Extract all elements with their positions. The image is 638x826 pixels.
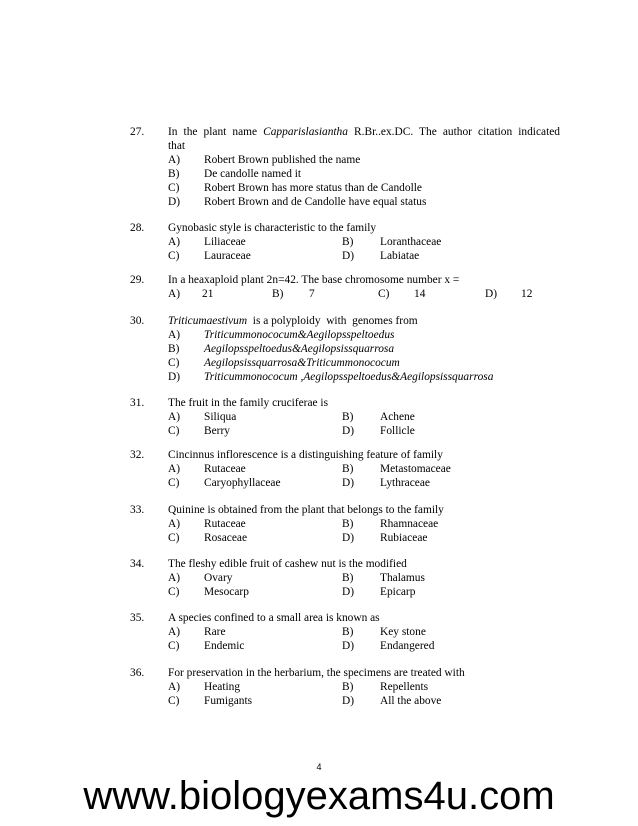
option-row <box>0 195 638 209</box>
option-text: Rosaceae <box>204 532 248 544</box>
option-text: Heating <box>204 681 241 693</box>
option-text: Endangered <box>380 640 435 652</box>
option-text: Ovary <box>204 572 233 584</box>
option-row <box>0 181 638 195</box>
option-text: Labiatae <box>380 250 420 262</box>
question-number: 33. <box>130 504 145 516</box>
option-label: C) <box>168 357 180 369</box>
option-row <box>0 342 638 356</box>
option-text: Metastomaceae <box>380 463 451 475</box>
option-label: B) <box>342 626 354 638</box>
option-label: B) <box>342 572 354 584</box>
option-label: C) <box>168 532 180 544</box>
option-label: C) <box>168 425 180 437</box>
question-number: 28. <box>130 222 145 234</box>
option-label: D) <box>342 425 355 437</box>
question-number: 36. <box>130 667 145 679</box>
option-label: D) <box>485 288 498 300</box>
option-label: B) <box>342 681 354 693</box>
option-label: D) <box>168 371 181 383</box>
option-text: Rare <box>204 626 226 638</box>
option-row <box>0 249 638 263</box>
question-stem: The fleshy edible fruit of cashew nut is the modified <box>168 558 407 570</box>
option-text: 14 <box>414 288 426 300</box>
question-stem: Cincinnus inflorescence is a distinguishing feature of family <box>168 449 443 461</box>
option-text: Achene <box>380 411 415 423</box>
option-text: Fumigants <box>204 695 253 707</box>
option-label: C) <box>168 695 180 707</box>
option-text: Aegilopsissquarrosa&Triticummonococum <box>204 357 400 369</box>
option-label: B) <box>272 288 284 300</box>
question-number: 29. <box>130 274 145 286</box>
option-row <box>0 571 638 585</box>
question-number: 34. <box>130 558 145 570</box>
option-text: Rhamnaceae <box>380 518 439 530</box>
option-text: Aegilopsspeltoedus&Aegilopsissquarrosa <box>204 343 395 355</box>
option-text: Loranthaceae <box>380 236 442 248</box>
question-number: 32. <box>130 449 145 461</box>
option-label: B) <box>168 343 180 355</box>
option-row <box>0 153 638 167</box>
option-row <box>0 287 638 301</box>
option-label: A) <box>168 681 181 693</box>
option-label: A) <box>168 154 181 166</box>
option-text: Key stone <box>380 626 426 638</box>
option-label: C) <box>378 288 390 300</box>
option-row <box>0 585 638 599</box>
option-label: A) <box>168 572 181 584</box>
option-label: D) <box>342 640 355 652</box>
question-number: 31. <box>130 397 145 409</box>
option-text: Lauraceae <box>204 250 251 262</box>
option-text: Epicarp <box>380 586 416 598</box>
option-label: A) <box>168 329 181 341</box>
option-label: D) <box>342 586 355 598</box>
option-text: Robert Brown and de Candolle have equal status <box>204 196 427 208</box>
question-stem-continued: that <box>168 140 186 152</box>
option-row <box>0 167 638 181</box>
option-text: Siliqua <box>204 411 237 423</box>
option-label: A) <box>168 411 181 423</box>
option-label: A) <box>168 463 181 475</box>
option-label: B) <box>342 236 354 248</box>
question-stem: Quinine is obtained from the plant that belongs to the family <box>168 504 444 516</box>
option-text: De candolle named it <box>204 168 302 180</box>
option-row <box>0 694 638 708</box>
option-text: Triticummonococum ,Aegilopsspeltoedus&Aegilopsissquarrosa <box>204 371 494 383</box>
question-stem: Gynobasic style is characteristic to the family <box>168 222 377 234</box>
option-text: 21 <box>202 288 214 300</box>
option-text: Berry <box>204 425 230 437</box>
option-label: A) <box>168 288 181 300</box>
website-watermark: www.biologyexams4u.com <box>83 774 555 818</box>
page-number: 4 <box>316 762 322 772</box>
option-text: Repellents <box>380 681 429 693</box>
option-row <box>0 680 638 694</box>
option-text: Triticummonococum&Aegilopsspeltoedus <box>204 329 395 341</box>
option-label: A) <box>168 236 181 248</box>
option-label: C) <box>168 586 180 598</box>
option-row <box>0 370 638 384</box>
option-row <box>0 476 638 490</box>
option-label: C) <box>168 477 180 489</box>
option-row <box>0 639 638 653</box>
option-text: Endemic <box>204 640 245 652</box>
option-row <box>0 356 638 370</box>
option-label: B) <box>342 411 354 423</box>
option-label: B) <box>342 463 354 475</box>
option-label: B) <box>342 518 354 530</box>
option-label: D) <box>342 250 355 262</box>
option-row <box>0 235 638 249</box>
option-row <box>0 424 638 438</box>
option-text: Follicle <box>380 425 415 437</box>
question-stem: In the plant name Capparislasiantha R.Br..ex.DC. The author citation indicated <box>168 126 560 138</box>
question-number: 35. <box>130 612 145 624</box>
option-label: D) <box>342 532 355 544</box>
question-stem: The fruit in the family cruciferae is <box>168 397 329 409</box>
option-label: D) <box>342 477 355 489</box>
question-stem: For preservation in the herbarium, the specimens are treated with <box>168 667 465 679</box>
option-text: Robert Brown published the name <box>204 154 361 166</box>
option-text: 12 <box>521 288 533 300</box>
option-row <box>0 410 638 424</box>
option-text: All the above <box>380 695 442 707</box>
question-stem: Triticumaestivum is a polyploidy with genomes from <box>168 315 418 327</box>
question-stem: A species confined to a small area is known as <box>168 612 380 624</box>
option-label: D) <box>342 695 355 707</box>
option-text: Rutaceae <box>204 463 246 475</box>
option-label: C) <box>168 182 180 194</box>
option-label: C) <box>168 640 180 652</box>
option-label: B) <box>168 168 180 180</box>
option-row <box>0 517 638 531</box>
option-text: Robert Brown has more status than de Candolle <box>204 182 422 194</box>
option-label: A) <box>168 626 181 638</box>
option-text: Lythraceae <box>380 477 430 489</box>
option-text: Caryophyllaceae <box>204 477 281 489</box>
option-label: C) <box>168 250 180 262</box>
option-label: A) <box>168 518 181 530</box>
question-number: 27. <box>130 126 145 138</box>
option-label: D) <box>168 196 181 208</box>
option-row <box>0 328 638 342</box>
option-row <box>0 625 638 639</box>
question-stem: In a heaxaploid plant 2n=42. The base chromosome number x = <box>168 274 460 286</box>
option-text: Mesocarp <box>204 586 249 598</box>
option-text: Thalamus <box>380 572 425 584</box>
option-text: 7 <box>309 288 315 300</box>
question-number: 30. <box>130 315 145 327</box>
option-text: Rubiaceae <box>380 532 428 544</box>
option-row <box>0 462 638 476</box>
option-text: Rutaceae <box>204 518 246 530</box>
option-row <box>0 531 638 545</box>
option-text: Liliaceae <box>204 236 246 248</box>
